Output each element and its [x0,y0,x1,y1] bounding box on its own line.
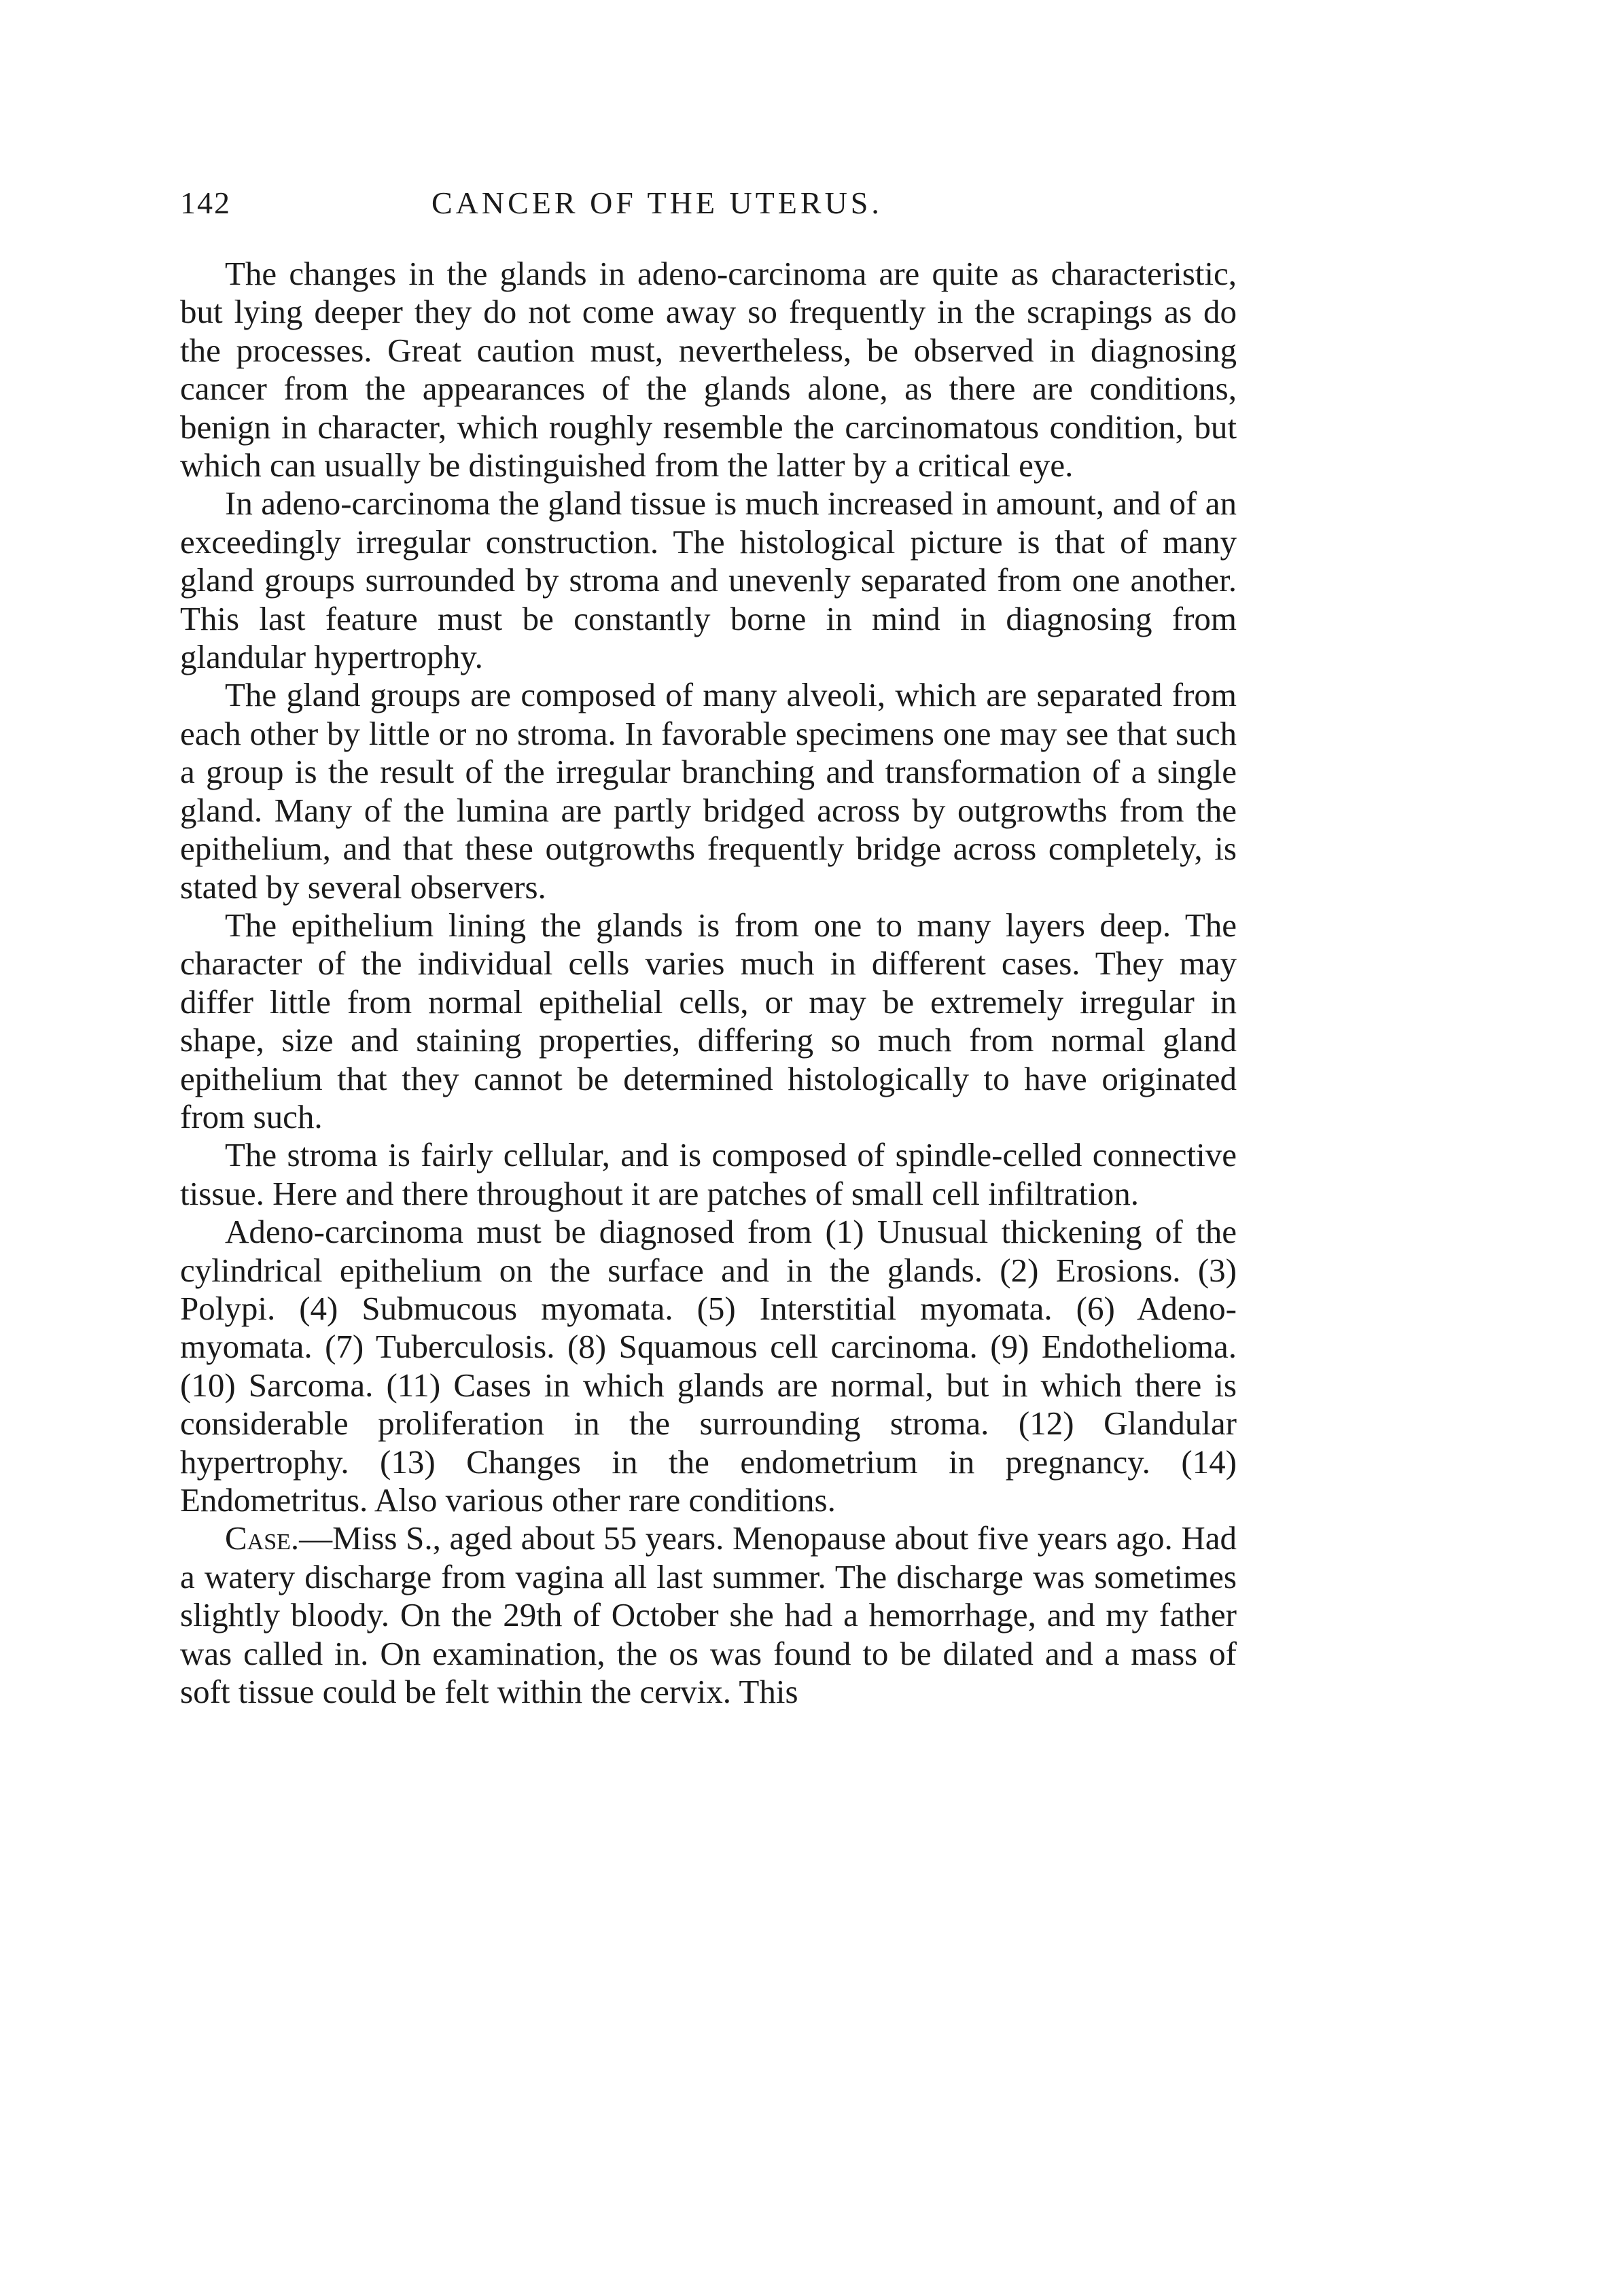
paragraph-glands-changes: The changes in the glands in adeno-carcinoma are quite as characteristic, but lying deeper they do not come away so frequently in the scrapings as do the processes. Great caution must, nevertheless, be observed in diagnosing cancer from the appearances of the glands alone, as there are conditions, benign in character, which roughly resemble the carcinomatous condition, but which can usually be distinguished from the latter by a critical eye. [180,255,1237,484]
case-label: Case. [225,1519,300,1557]
paragraph-differential-diagnosis: Adeno-carcinoma must be diagnosed from (1) Unusual thickening of the cylindrical epithelium on the surface and in the glands. (2) Erosions. (3) Polypi. (4) Submucous myomata. (5) Interstitial myomata. (6) Adeno-myomata. (7) Tuberculosis. (8) Squamous cell carcinoma. (9) Endothelioma. (10) Sarcoma. (11) Cases in which glands are normal, but in which there is considerable proliferation in the surrounding stroma. (12) Glandular hypertrophy. (13) Changes in the endometrium in pregnancy. (14) Endometritus. Also various other rare conditions. [180,1213,1237,1519]
paragraph-stroma: The stroma is fairly cellular, and is composed of spindle-celled connective tissue. Here and there throughout it are patches of small cell infiltration. [180,1136,1237,1212]
paragraph-case [180,1519,1237,1711]
case-text: —Miss S., aged about 55 years. Menopause about five years ago. Had a watery discharge from vagina all last summer. The discharge was sometimes slightly bloody. On the 29th of October she had a hemorrhage, and my father was called in. On examination, the os was found to be dilated and a mass of soft tissue could be felt within the cervix. This [180,1519,1237,1711]
paragraph-gland-groups: The gland groups are composed of many alveoli, which are separated from each other by little or no stroma. In favorable specimens one may see that such a group is the result of the irregular branching and transformation of a single gland. Many of the lumina are partly bridged across by outgrowths from the epithelium, and that these outgrowths frequently bridge across completely, is stated by several observers. [180,676,1237,906]
paragraph-epithelium: The epithelium lining the glands is from one to many layers deep. The character of the individual cells varies much in different cases. They may differ little from normal epithelial cells, or may be extremely irregular in shape, size and staining properties, differing so much from normal gland epithelium that they cannot be determined histologically to have originated from such. [180,906,1237,1135]
page-header [180,185,1240,232]
running-head: CANCER OF THE UTERUS. [431,186,883,220]
page-number: 142 [180,186,231,220]
body-text [180,255,1237,1711]
paragraph-gland-tissue: In adeno-carcinoma the gland tissue is much increased in amount, and of an exceedingly irregular construction. The histological picture is that of many gland groups surrounded by stroma and unevenly separated from one another. This last feature must be constantly borne in mind in diagnosing from glandular hypertrophy. [180,484,1237,676]
